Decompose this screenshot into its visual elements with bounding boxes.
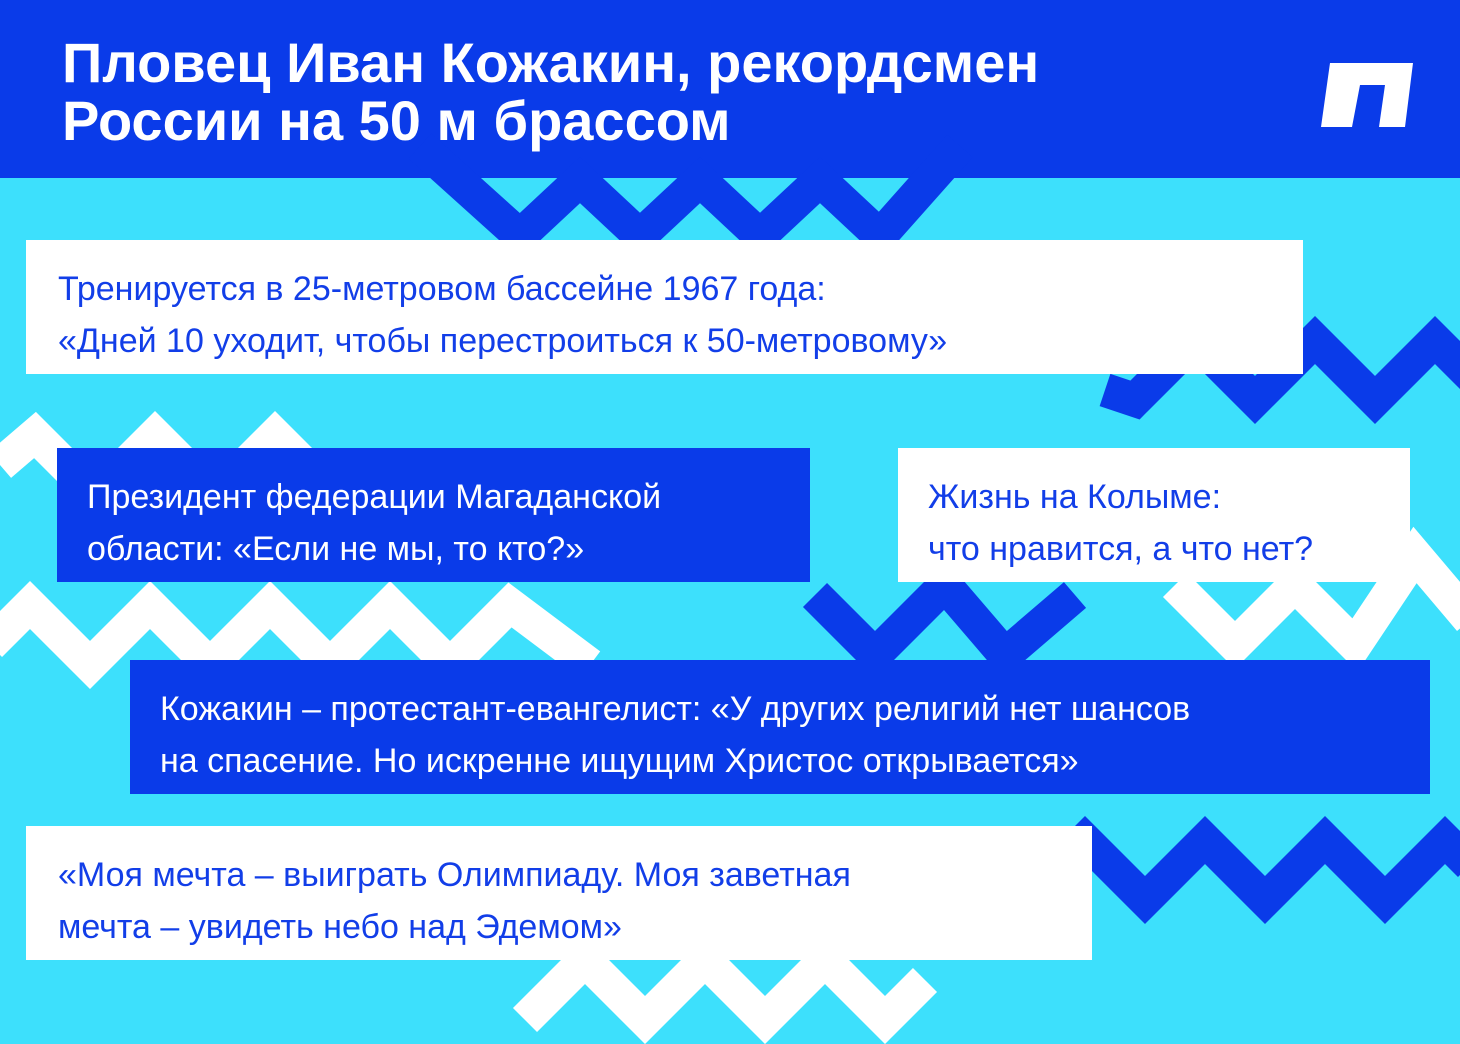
training-quote-line-1: Тренируется в 25-метровом бассейне 1967 года: (58, 270, 826, 308)
page-title-line: России на 50 м брассом (62, 89, 731, 152)
kolyma-life-card (898, 448, 1410, 582)
kolyma-life-line-2: что нравится, а что нет? (928, 530, 1314, 568)
training-quote-line-2: «Дней 10 уходит, чтобы перестроиться к 50-метровому» (58, 322, 948, 360)
federation-quote-line-1: Президент федерации Магаданской (87, 478, 662, 516)
dream-quote-line-1: «Моя мечта – выиграть Олимпиаду. Моя заветная (58, 856, 851, 894)
religion-quote-line-1: Кожакин – протестант-евангелист: «У других религий нет шансов (160, 690, 1191, 728)
page-header (0, 0, 1460, 178)
religion-quote-card (130, 660, 1430, 794)
federation-quote-card (57, 448, 810, 582)
page-title-line: Пловец Иван Кожакин, рекордсмен (62, 31, 1040, 94)
kolyma-life-line-1: Жизнь на Колыме: (928, 478, 1222, 516)
logo-icon (1321, 63, 1413, 127)
dream-quote-line-2: мечта – увидеть небо над Эдемом» (58, 908, 622, 946)
federation-quote-line-2: области: «Если не мы, то кто?» (87, 530, 585, 568)
religion-quote-line-2: на спасение. Но искренне ищущим Христос открывается» (160, 742, 1079, 780)
page-title (62, 31, 1242, 152)
training-quote-card (26, 240, 1303, 374)
dream-quote-card (26, 826, 1092, 960)
